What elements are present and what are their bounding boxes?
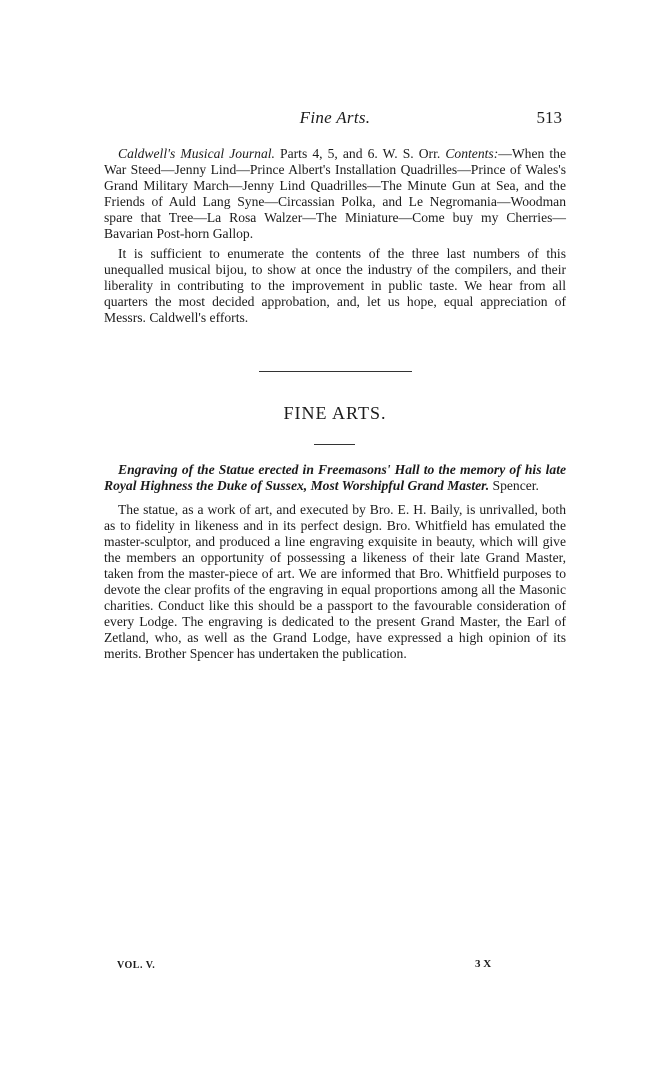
running-head (104, 108, 566, 130)
music-review (104, 146, 566, 326)
title-underline (314, 444, 355, 445)
review-contents-label: Contents: (445, 146, 499, 161)
section-title: FINE ARTS. (283, 403, 387, 423)
article-heading-paragraph (104, 462, 566, 494)
article-heading: Engraving of the Statue erected in Freemasons' Hall to the memory of his late Royal Highness the Duke of Sussex, Most Worshipful Grand Master. (104, 462, 566, 493)
running-title: Fine Arts. (299, 108, 371, 127)
signature-mark: 3 X (475, 958, 492, 970)
review-parts: Parts 4, 5, and 6. W. S. Orr. (274, 146, 441, 161)
review-entry (104, 146, 566, 242)
article-body: The statue, as a work of art, and executed by Bro. E. H. Baily, is unrivalled, both as to fidelity in likeness and in its perfect design. Bro. Whitfield has emulated the master-sculptor, and produced a line engraving exquisite in beauty, which will give the members an opportunity of possessing a likeness of their late Grand Master, taken from the master-piece of art. We are informed that Bro. Whitfield purposes to devote the clear profits of the engraving in equal proportions among all the Masonic charities. Conduct like this should be a passport to the favourable consideration of every Lodge. The engraving is dedicated to the present Grand Master, the Earl of Zetland, who, as well as the Grand Lodge, have expressed a high opinion of its merits. Brother Spencer has undertaken the publication. (104, 502, 566, 661)
page-number: 513 (536, 108, 562, 127)
review-paragraph: It is sufficient to enumerate the contents of the three last numbers of this unequalled musical bijou, to show at once the industry of the compilers, and their liberality in contributing to the improvement in public taste. We hear from all quarters the most decided approbation, and, let us hope, equal appreciation of Messrs. Caldwell's efforts. (104, 246, 566, 325)
review-title: Caldwell's Musical Journal. (118, 146, 275, 161)
volume-footer: VOL. V. (117, 960, 156, 971)
section-divider (259, 371, 412, 372)
review-contents-text: —When the War Steed—Jenny Lind—Prince Albert's Installation Quadrilles—Prince of Wales's Grand Military March—Jenny Lind Quadrilles—The Minute Gun at Sea, and the Friends of Auld Lang Syne—Circassian Polka, and Le Negromania—Woodman spare that Tree—La Rosa Walzer—The Miniature—Come buy my Cherries—Bavarian Post-horn Gallop. (104, 146, 566, 241)
article-publisher: Spencer. (489, 478, 539, 493)
fine-arts-article (104, 462, 566, 662)
